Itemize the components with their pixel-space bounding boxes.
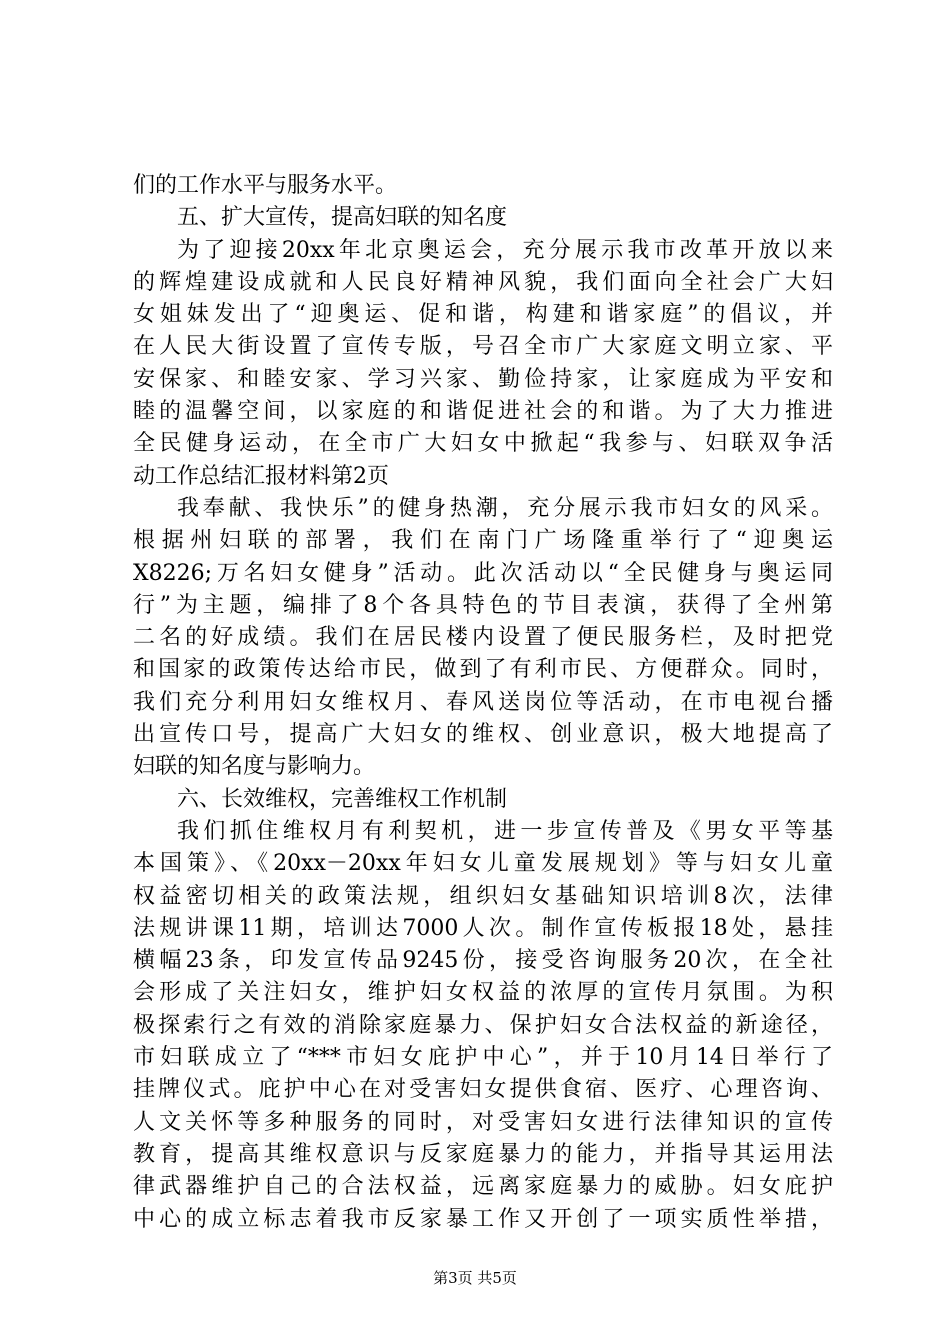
text-line: 妇联的知名度与影响力。 — [133, 754, 376, 780]
text-line: 五、扩大宣传，提高妇联的知名度 — [177, 205, 508, 231]
text-line: 安保家、和睦安家、学习兴家、勤俭持家，让家庭成为平安和 — [133, 366, 833, 392]
document-body — [133, 170, 833, 1236]
text-line: 们的工作水平与服务水平。 — [133, 173, 398, 198]
text-line: 动工作总结汇报材料第2页 — [133, 463, 389, 489]
text-line: X8226;万名妇女健身”活动。此次活动以“全民健身与奥运同 — [133, 560, 833, 586]
text-line: 人文关怀等多种服务的同时，对受害妇女进行法律知识的宣传 — [133, 1109, 833, 1135]
text-line: 出宣传口号，提高广大妇女的维权、创业意识，极大地提高了 — [133, 722, 833, 748]
text-line: 挂牌仪式。庇护中心在对受害妇女提供食宿、医疗、心理咨询、 — [133, 1077, 833, 1103]
text-line: 在人民大街设置了宣传专版，号召全市广大家庭文明立家、平 — [133, 334, 833, 360]
text-line: 和国家的政策传达给市民，做到了有利市民、方便群众。同时， — [133, 657, 833, 683]
text-line: 教育，提高其维权意识与反家庭暴力的能力，并指导其运用法 — [133, 1141, 833, 1167]
text-line: 本国策》、《20xx－20xx年妇女儿童发展规划》等与妇女儿童 — [133, 851, 833, 877]
text-line: 女姐妹发出了“迎奥运、促和谐，构建和谐家庭”的倡议，并 — [133, 302, 833, 328]
text-line: 行”为主题，编排了8个各具特色的节目表演，获得了全州第 — [133, 592, 833, 618]
text-line: 六、长效维权，完善维权工作机制 — [177, 786, 508, 812]
text-line: 我们充分利用妇女维权月、春风送岗位等活动，在市电视台播 — [133, 689, 833, 715]
text-line: 中心的成立标志着我市反家暴工作又开创了一项实质性举措， — [133, 1206, 833, 1232]
text-line: 权益密切相关的政策法规，组织妇女基础知识培训8次，法律 — [133, 883, 833, 909]
text-line: 我奉献、我快乐”的健身热潮，充分展示我市妇女的风采。 — [177, 495, 833, 521]
text-line: 市妇联成立了“***市妇女庇护中心”，并于10月14日举行了 — [133, 1045, 833, 1071]
text-line: 法规讲课11期，培训达7000人次。制作宣传板报18处，悬挂 — [133, 915, 833, 941]
text-line: 我们抓住维权月有利契机，进一步宣传普及《男女平等基 — [177, 818, 833, 844]
text-line: 睦的温馨空间，以家庭的和谐促进社会的和谐。为了大力推进 — [133, 399, 833, 425]
page-footer: 第3页 共5页 — [433, 1269, 517, 1287]
text-line: 横幅23条，印发宣传品9245份，接受咨询服务20次，在全社 — [133, 948, 833, 974]
text-line: 二名的好成绩。我们在居民楼内设置了便民服务栏，及时把党 — [133, 625, 833, 651]
text-line: 为了迎接20xx年北京奥运会，充分展示我市改革开放以来 — [177, 237, 833, 263]
text-line: 会形成了关注妇女，维护妇女权益的浓厚的宣传月氛围。为积 — [133, 980, 833, 1006]
text-line: 的辉煌建设成就和人民良好精神风貌，我们面向全社会广大妇 — [133, 269, 833, 295]
text-line: 根据州妇联的部署，我们在南门广场隆重举行了“迎奥运 — [133, 528, 833, 554]
text-line: 律武器维护自己的合法权益，远离家庭暴力的威胁。妇女庇护 — [133, 1174, 833, 1200]
text-line: 全民健身运动，在全市广大妇女中掀起“我参与、妇联双争活 — [133, 431, 833, 457]
text-line: 极探索行之有效的消除家庭暴力、保护妇女合法权益的新途径， — [133, 1012, 833, 1038]
